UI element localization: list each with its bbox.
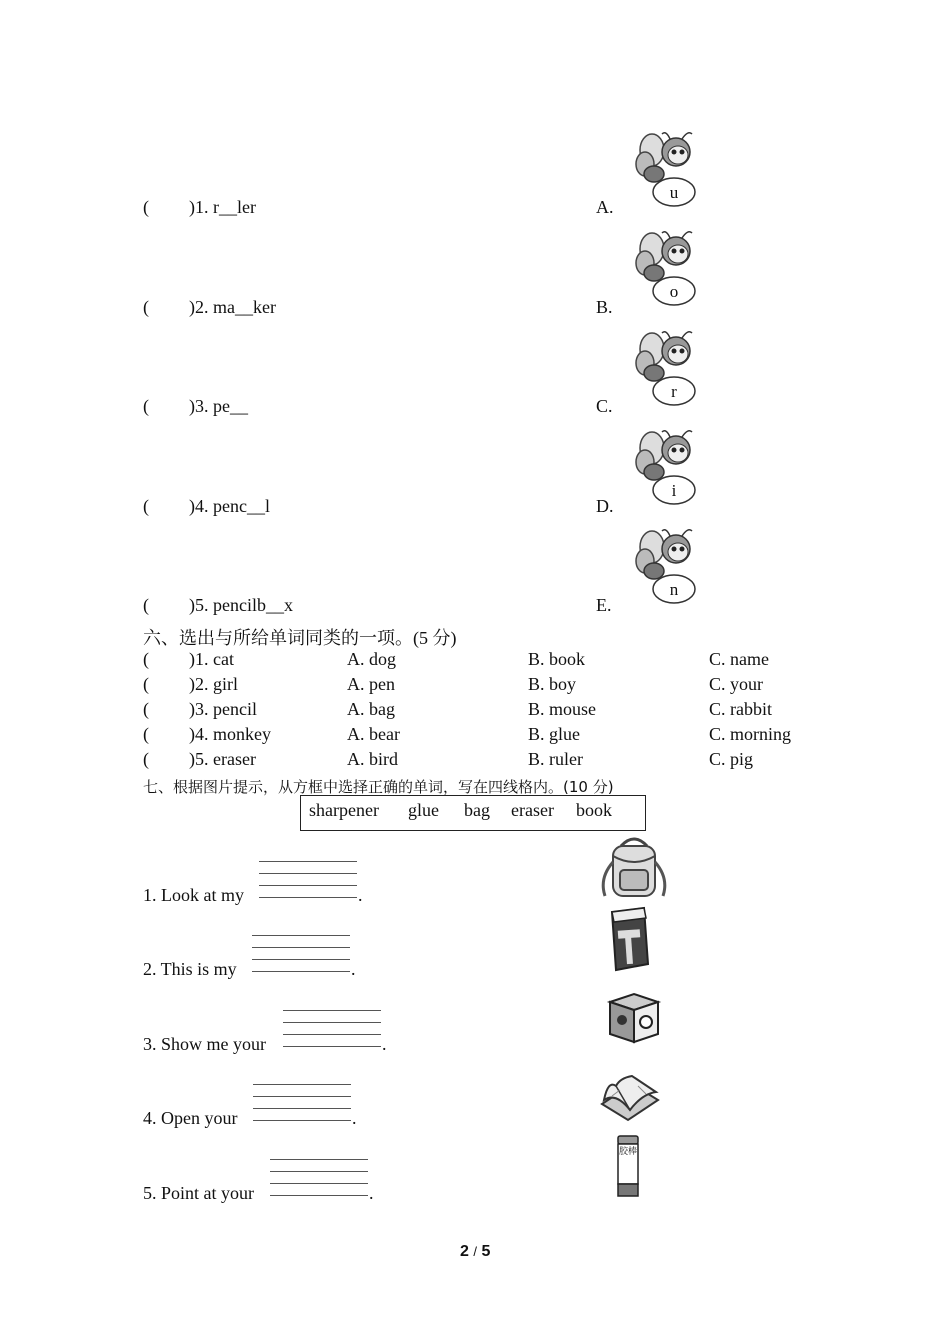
s5-question: )4. penc__l — [189, 496, 270, 516]
bee-icon — [632, 130, 702, 210]
s6-option-c: C. your — [709, 674, 763, 694]
s7-sentence-4: 4. Open your — [143, 1108, 238, 1128]
s6-option-a: A. bird — [347, 749, 398, 769]
s6-row-2 — [143, 674, 238, 695]
s6-option-c: C. morning — [709, 724, 792, 744]
s6-paren: ( — [143, 724, 149, 744]
four-line-grid[interactable] — [270, 1159, 368, 1197]
sharpener-icon — [606, 990, 662, 1046]
s5-item-1 — [143, 197, 256, 218]
s5-option-letter: D. — [596, 496, 614, 516]
s6-row-1 — [143, 649, 234, 670]
s5-item-2 — [143, 297, 276, 318]
s7-sentence-end: . — [358, 885, 363, 905]
s5-option-letter: C. — [596, 396, 613, 416]
s6-question: )5. eraser — [189, 749, 256, 769]
s5-option-letter: E. — [596, 595, 612, 615]
s6-option-b: B. ruler — [528, 749, 583, 769]
word-bank-word: book — [576, 800, 612, 820]
s5-paren: ( — [143, 297, 149, 317]
bee-icon — [632, 428, 702, 508]
s7-sentence-end: . — [369, 1183, 374, 1203]
page-number — [460, 1243, 490, 1261]
s6-question: )3. pencil — [189, 699, 257, 719]
s6-option-b: B. boy — [528, 674, 577, 694]
s5-item-4 — [143, 496, 270, 517]
s6-option-a: A. pen — [347, 674, 395, 694]
word-bank-word: sharpener — [309, 800, 379, 820]
s5-paren: ( — [143, 197, 149, 217]
s6-option-a: A. dog — [347, 649, 396, 669]
book-icon — [598, 1070, 662, 1126]
bee-icon — [632, 527, 702, 607]
s7-sentence-end: . — [351, 959, 356, 979]
four-line-grid[interactable] — [252, 935, 350, 973]
s6-paren: ( — [143, 699, 149, 719]
s6-question: )2. girl — [189, 674, 238, 694]
s5-option-letter: A. — [596, 197, 614, 217]
s6-row-5 — [143, 749, 256, 770]
s6-paren: ( — [143, 674, 149, 694]
s6-option-c: C. pig — [709, 749, 754, 769]
bee-icon — [632, 229, 702, 309]
s6-option-b: B. mouse — [528, 699, 597, 719]
s5-question: )3. pe__ — [189, 396, 248, 416]
s7-sentence-end: . — [382, 1034, 387, 1054]
s5-item-3 — [143, 396, 248, 417]
bee-letter: u — [669, 183, 679, 202]
s6-row-3 — [143, 699, 257, 720]
total-pages: 5 — [481, 1243, 491, 1260]
s7-sentence-3: 3. Show me your — [143, 1034, 266, 1054]
bee-letter: r — [671, 382, 677, 401]
s5-option-letter: B. — [596, 297, 613, 317]
section7-title: 七、根据图片提示，从方框中选择正确的单词，写在四线格内。(10 分) — [143, 778, 614, 796]
s6-option-c: C. name — [709, 649, 769, 669]
four-line-grid[interactable] — [283, 1010, 381, 1048]
word-bank-word: glue — [408, 800, 439, 820]
s6-option-a: A. bag — [347, 699, 395, 719]
s5-question: )1. r__ler — [189, 197, 256, 217]
page-separator: / — [473, 1244, 477, 1259]
current-page: 2 — [460, 1243, 469, 1260]
eraser-icon — [602, 906, 652, 974]
backpack-icon — [595, 834, 673, 902]
bee-letter: n — [669, 580, 679, 599]
s6-row-4 — [143, 724, 271, 745]
glue-stick-icon — [614, 1134, 642, 1198]
s5-paren: ( — [143, 595, 149, 615]
s5-item-5 — [143, 595, 293, 616]
section6-title: 六、选出与所给单词同类的一项。(5 分) — [143, 628, 457, 648]
s7-sentence-end: . — [352, 1108, 357, 1128]
s5-paren: ( — [143, 496, 149, 516]
s6-option-b: B. glue — [528, 724, 580, 744]
s6-question: )4. monkey — [189, 724, 271, 744]
s6-question: )1. cat — [189, 649, 234, 669]
four-line-grid[interactable] — [253, 1084, 351, 1122]
bee-letter: i — [671, 481, 677, 500]
s5-question: )2. ma__ker — [189, 297, 276, 317]
s5-paren: ( — [143, 396, 149, 416]
s7-sentence-5: 5. Point at your — [143, 1183, 254, 1203]
s6-paren: ( — [143, 649, 149, 669]
s7-sentence-1: 1. Look at my — [143, 885, 244, 905]
s6-option-a: A. bear — [347, 724, 400, 744]
s5-question: )5. pencilb__x — [189, 595, 293, 615]
s6-option-b: B. book — [528, 649, 586, 669]
s6-paren: ( — [143, 749, 149, 769]
bee-letter: o — [669, 282, 679, 301]
word-bank-word: bag — [464, 800, 490, 820]
word-bank-word: eraser — [511, 800, 554, 820]
bee-icon — [632, 329, 702, 409]
s6-option-c: C. rabbit — [709, 699, 772, 719]
glue-stick-label: 胶棒 — [619, 1147, 638, 1157]
s7-sentence-2: 2. This is my — [143, 959, 237, 979]
four-line-grid[interactable] — [259, 861, 357, 899]
